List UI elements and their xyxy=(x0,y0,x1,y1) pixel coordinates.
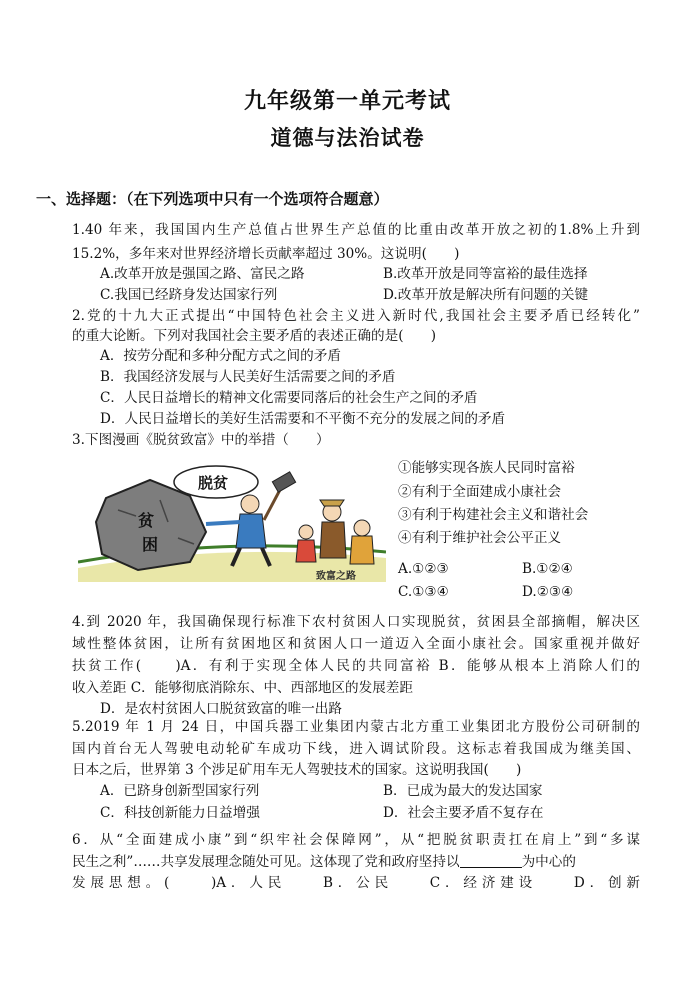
q1-option-b: B.改革开放是同等富裕的最佳选择 xyxy=(383,266,588,282)
q5-option-d: D．社会主要矛盾不复存在 xyxy=(383,805,544,821)
q3-statement-1: ①能够实现各族人民同时富裕 xyxy=(398,460,575,476)
q4-stem-line4: 收入差距 C．能够彻底消除东、中、西部地区的发展差距 xyxy=(72,680,413,696)
q6-stem-line2 xyxy=(72,852,576,872)
q6-stem-line2-text: 民生之利”……共享发展理念随处可见。这体现了党和政府坚持以 xyxy=(72,854,460,870)
exam-title: 九年级第一单元考试 xyxy=(243,88,451,114)
q6-stem-line1: 6．从“全面建成小康”到“织牢社会保障网”，从“把脱贫职责扛在肩上”到“多谋 xyxy=(72,832,640,848)
q3-option-b: B.①②④ xyxy=(522,561,573,577)
q4-stem-line2: 域性整体贫困，让所有贫困地区和贫困人口一道迈入全面小康社会。国家重视并做好 xyxy=(72,636,640,652)
q1-option-c: C.我国已经跻身发达国家行列 xyxy=(100,287,278,303)
road-label: 致富之路 xyxy=(316,571,356,582)
poverty-cartoon xyxy=(78,462,386,582)
q2-option-a: A．按劳分配和多种分配方式之间的矛盾 xyxy=(100,348,341,364)
speech-bubble-text: 脱贫 xyxy=(198,475,229,492)
villager-body-1 xyxy=(320,522,346,558)
villager-body-2 xyxy=(296,540,316,562)
exam-subtitle: 道德与法治试卷 xyxy=(270,125,425,150)
q6-stem-line2-tail: 为中心的 xyxy=(521,854,576,870)
villager-head-2 xyxy=(299,525,313,539)
q5-option-c: C．科技创新能力日益增强 xyxy=(100,805,260,821)
villager-head-3 xyxy=(354,520,370,536)
rock-label-1: 贫 xyxy=(138,513,155,530)
q3-stem: 3.下图漫画《脱贫致富》中的举措（ ） xyxy=(72,432,330,448)
q4-stem-line1: 4.到 2020 年，我国确保现行标准下农村贫困人口实现脱贫，贫困县全部摘帽，解决区 xyxy=(72,614,640,630)
rock-label-2: 困 xyxy=(142,537,159,554)
q3-option-a: A.①②③ xyxy=(398,561,449,577)
q3-statement-3: ③有利于构建社会主义和谐社会 xyxy=(398,507,589,523)
q1-stem-line2: 15.2%，多年来对世界经济增长贡献率超过 30%。这说明( ) xyxy=(72,246,460,262)
worker-body xyxy=(236,514,266,548)
q3-option-d: D.②③④ xyxy=(522,584,574,600)
q1-stem-line1: 1.40 年来，我国国内生产总值占世界生产总值的比重由改革开放之初的1.8%上升到 xyxy=(72,222,640,238)
q4-stem-line3: 扶贫工作( )A．有利于实现全体人民的共同富裕 B．能够从根本上消除人们的 xyxy=(72,658,640,674)
section-heading: 一、选择题：（在下列选项中只有一个选项符合题意） xyxy=(36,190,389,208)
q3-statement-2: ②有利于全面建成小康社会 xyxy=(398,484,562,500)
q2-option-c: C．人民日益增长的精神文化需要同落后的社会生产之间的矛盾 xyxy=(100,390,478,406)
q5-stem-line2: 国内首台无人驾驶电动轮矿车成功下线，进入调试阶段。这标志着我国成为继美国、 xyxy=(72,741,640,757)
q5-option-b: B．已成为最大的发达国家 xyxy=(383,783,543,799)
worker-head xyxy=(241,495,259,513)
q2-option-d: D．人民日益增长的美好生活需要和不平衡不充分的发展之间的矛盾 xyxy=(100,411,506,427)
q1-option-a: A.改革开放是强国之路、富民之路 xyxy=(100,266,305,282)
q5-option-a: A．已跻身创新型国家行列 xyxy=(100,783,260,799)
q4-option-d: D．是农村贫困人口脱贫致富的唯一出路 xyxy=(100,701,342,717)
q1-option-d: D.改革开放是解决所有问题的关键 xyxy=(383,287,589,303)
q3-statement-4: ④有利于维护社会公平正义 xyxy=(398,530,562,546)
q3-option-c: C.①③④ xyxy=(398,584,449,600)
worker-arm xyxy=(206,522,240,524)
villager-body-3 xyxy=(350,536,374,564)
q2-stem-line2: 的重大论断。下列对我国社会主要矛盾的表述正确的是( ) xyxy=(72,328,437,344)
hammer-head xyxy=(272,472,295,492)
straw-hat xyxy=(320,500,344,506)
q2-option-b: B．我国经济发展与人民美好生活需要之间的矛盾 xyxy=(100,369,396,385)
q2-stem-line1: 2.党的十九大正式提出“中国特色社会主义进入新时代,我国社会主要矛盾已经转化” xyxy=(72,308,640,324)
fill-in-blank[interactable] xyxy=(460,853,522,868)
q5-stem-line3: 日本之后，世界第 3 个涉足矿用车无人驾驶技术的国家。这说明我国( ) xyxy=(72,762,522,778)
q6-stem-line3: 发展思想。( )A．人民 B．公民 C．经济建设 D．创新 xyxy=(72,875,640,891)
q5-stem-line1: 5.2019 年 1 月 24 日，中国兵器工业集团内蒙古北方重工业集团北方股份公司研制的 xyxy=(72,719,640,735)
